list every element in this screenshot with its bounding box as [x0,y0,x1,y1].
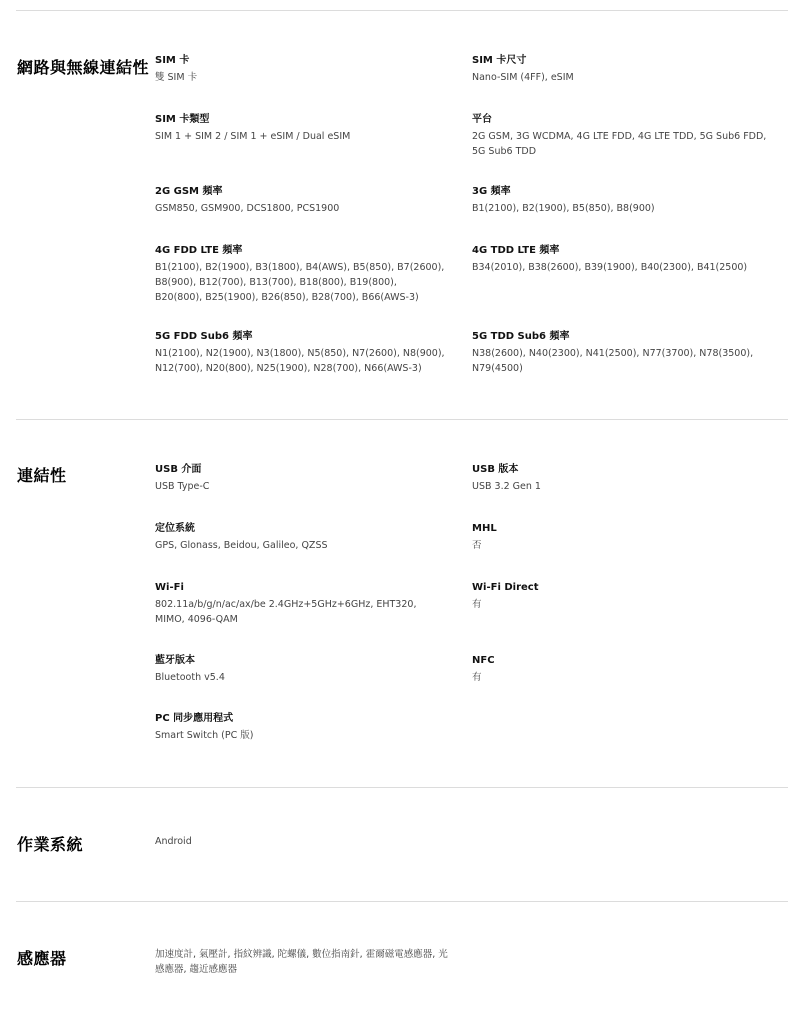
section-divider [16,901,788,902]
spec-value: B1(2100), B2(1900), B3(1800), B4(AWS), B5(850), B7(2600), B8(900), B12(700), B13(700), B18(800), B19(800), B20(800), B25(1900), B26(850), B28(700), B66(AWS-3) [155,262,445,303]
section-divider [16,787,788,788]
spec-value: SIM 1 + SIM 2 / SIM 1 + eSIM / Dual eSIM [155,131,351,142]
spec-5g-tdd-frequency [472,330,772,376]
spec-label: 平台 [472,114,492,125]
spec-location-system [155,522,445,553]
spec-value: USB Type-C [155,481,210,492]
spec-label: SIM 卡類型 [155,114,210,125]
spec-wifi [155,581,445,627]
spec-label: 2G GSM 頻率 [155,186,223,197]
spec-nfc [472,654,772,685]
spec-value: N1(2100), N2(1900), N3(1800), N5(850), N7(2600), N8(900), N12(700), N20(800), N25(1900), N28(700), N66(AWS-3) [155,348,445,374]
section-title-os: 作業系統 [17,835,84,854]
spec-value: 802.11a/b/g/n/ac/ax/be 2.4GHz+5GHz+6GHz, EHT320, MIMO, 4096-QAM [155,599,417,625]
spec-5g-fdd-frequency [155,330,445,376]
spec-label: 4G FDD LTE 頻率 [155,245,243,256]
spec-value: 否 [472,540,482,551]
spec-value: Bluetooth v5.4 [155,672,225,683]
spec-value: USB 3.2 Gen 1 [472,481,541,492]
spec-value: B1(2100), B2(1900), B5(850), B8(900) [472,203,655,214]
spec-value: B34(2010), B38(2600), B39(1900), B40(2300), B41(2500) [472,262,748,273]
spec-sensors-value: 加速度計, 氣壓計, 指紋辨識, 陀螺儀, 數位指南針, 霍爾磁電感應器, 光感應器, 趨近感應器 [155,949,448,975]
section-title-connectivity: 連結性 [17,466,67,485]
spec-label: 5G TDD Sub6 頻率 [472,331,570,342]
spec-3g-frequency [472,185,772,216]
spec-label: MHL [472,523,497,534]
spec-value: GPS, Glonass, Beidou, Galileo, QZSS [155,540,328,551]
spec-label: NFC [472,655,495,666]
spec-value: 有 [472,599,482,610]
spec-label: 3G 頻率 [472,186,511,197]
spec-label: 定位系統 [155,523,195,534]
spec-usb-version [472,463,772,494]
spec-wifi-direct [472,581,772,612]
spec-os-value: Android [155,836,192,847]
spec-sim-card [155,54,445,85]
spec-sim-size [472,54,772,85]
spec-value: 2G GSM, 3G WCDMA, 4G LTE FDD, 4G LTE TDD, 5G Sub6 FDD, 5G Sub6 TDD [472,131,767,157]
spec-4g-fdd-frequency [155,244,445,305]
spec-value: 雙 SIM 卡 [155,72,198,83]
section-title-sensors: 感應器 [17,949,67,968]
spec-label: USB 版本 [472,464,519,475]
section-divider [16,10,788,11]
spec-platform [472,113,772,159]
spec-bluetooth-version [155,654,445,685]
spec-value: N38(2600), N40(2300), N41(2500), N77(3700), N78(3500), N79(4500) [472,348,754,374]
spec-sim-type [155,113,445,144]
spec-usb-interface [155,463,445,494]
spec-label: Wi-Fi [155,582,184,593]
spec-label: USB 介面 [155,464,202,475]
spec-label: Wi-Fi Direct [472,582,539,593]
spec-label: PC 同步應用程式 [155,713,234,724]
spec-2g-frequency [155,185,445,216]
spec-label: SIM 卡 [155,55,190,66]
section-title-network: 網路與無線連結性 [17,58,150,77]
spec-mhl [472,522,772,553]
spec-label: SIM 卡尺寸 [472,55,527,66]
spec-value: Nano-SIM (4FF), eSIM [472,72,574,83]
spec-pc-sync-app [155,712,445,743]
spec-label: 5G FDD Sub6 頻率 [155,331,253,342]
spec-value: 有 [472,672,482,683]
spec-label: 4G TDD LTE 頻率 [472,245,560,256]
spec-4g-tdd-frequency [472,244,772,275]
spec-value: Smart Switch (PC 版) [155,730,254,741]
spec-label: 藍牙版本 [155,655,195,666]
section-divider [16,419,788,420]
spec-value: GSM850, GSM900, DCS1800, PCS1900 [155,203,340,214]
